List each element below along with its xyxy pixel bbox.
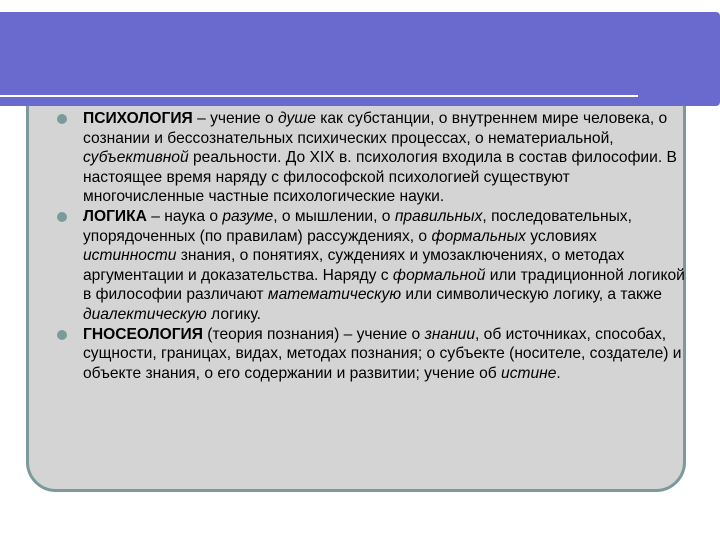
bullet-icon xyxy=(57,212,67,222)
term-logic: ЛОГИКА xyxy=(83,207,147,225)
text-segment: – учение о xyxy=(192,110,279,127)
emphasis-segment: формальной xyxy=(392,266,486,284)
emphasis-segment: разуме xyxy=(222,207,274,225)
text-segment: реальности. До XIX в. психология входила в состав философии. В настоящее время наряду с философской психологией существуют многочисленные частные психологические науки. xyxy=(83,149,677,206)
emphasis-segment: истинности xyxy=(83,247,177,265)
emphasis-segment: правильных xyxy=(394,207,483,225)
text-segment: условиях xyxy=(525,227,597,245)
emphasis-segment: субъективной xyxy=(83,149,189,167)
text-segment: логику. xyxy=(206,305,261,323)
bullet-icon xyxy=(57,330,67,340)
list-item-logic xyxy=(57,207,687,325)
emphasis-segment: душе xyxy=(278,110,316,127)
text-segment: (теория познания) – учение о xyxy=(202,325,425,343)
term-psychology: ПСИХОЛОГИЯ xyxy=(83,110,193,127)
text-segment: знания, о понятиях, суждениях и умозаключениях, о методах аргументации и доказательства. Наряду с xyxy=(83,247,625,284)
text-segment: или традиционной логикой в философии различают xyxy=(83,266,685,304)
emphasis-segment: диалектическую xyxy=(83,305,207,323)
list-item-gnoseology xyxy=(57,325,687,384)
emphasis-segment: математическую xyxy=(267,286,402,304)
text-segment: , об источниках, способах, сущности, границах, видах, методах познания; о субъекте (носителе, создателе) и объекте знания, о его содержании и развитии; учение об xyxy=(83,325,682,382)
emphasis-segment: знании xyxy=(424,325,476,343)
text-segment: . xyxy=(556,364,561,382)
text-segment: или символическую логику, а также xyxy=(401,286,662,304)
text-segment: , о мышлении, о xyxy=(273,207,395,225)
term-gnoseology: ГНОСЕОЛОГИЯ xyxy=(83,325,203,343)
text-segment: как субстанции, о внутреннем мире человека, о сознании и бессознательных психических процессах, о нематериальной, xyxy=(83,110,668,147)
emphasis-segment: истине xyxy=(501,364,557,382)
text-segment: – наука о xyxy=(146,207,223,225)
definitions-list xyxy=(57,109,687,383)
bullet-icon xyxy=(57,114,67,124)
header-divider xyxy=(0,95,638,97)
slide-header-band xyxy=(0,12,720,106)
list-item-psychology xyxy=(57,109,687,207)
text-segment: , последовательных, упорядоченных (по правилам) рассуждениях, о xyxy=(83,207,632,245)
emphasis-segment: формальных xyxy=(431,227,526,245)
